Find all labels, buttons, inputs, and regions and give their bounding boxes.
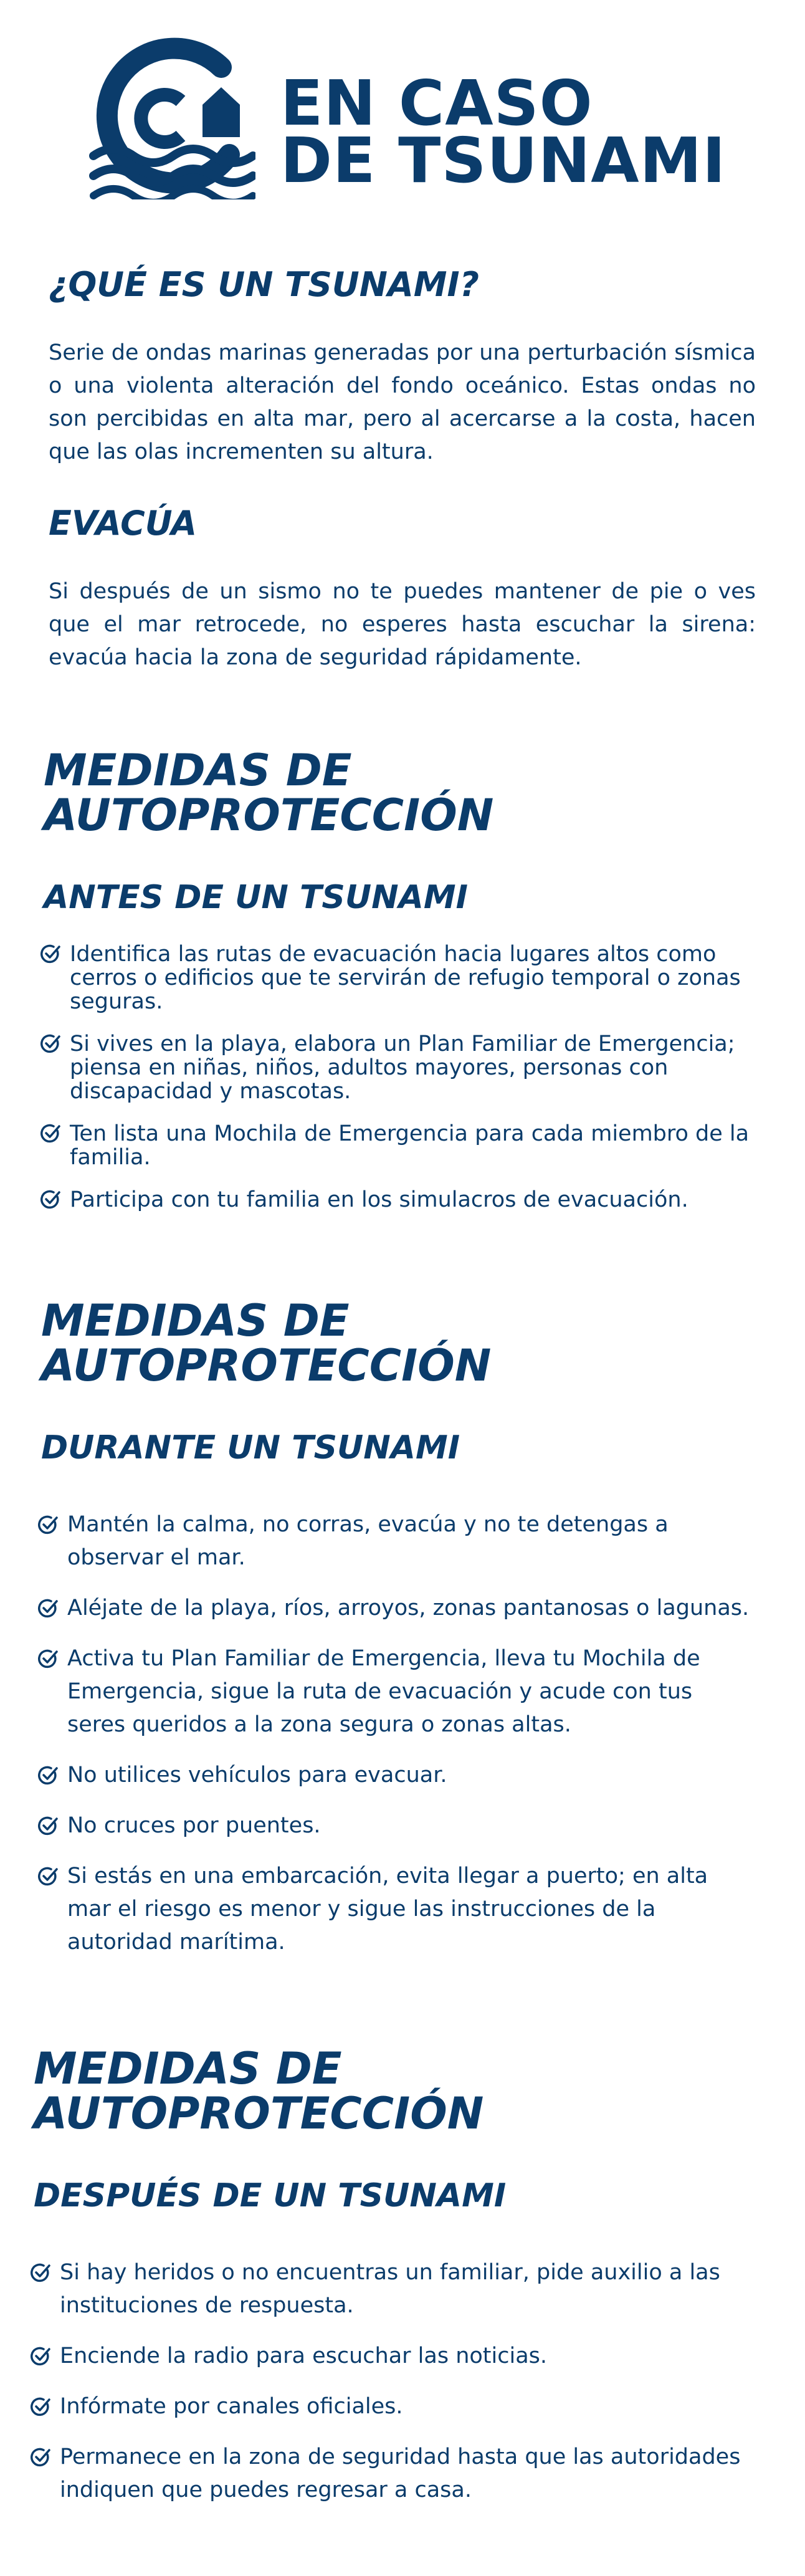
list-item: Mantén la calma, no corras, evacúa y no te detengas a observar el mar. [37, 1508, 754, 1574]
despues-title-line1: MEDIDAS DE [34, 2043, 342, 2094]
check-circle-icon [40, 1123, 61, 1144]
check-circle-icon [37, 1866, 59, 1887]
check-circle-icon [40, 1033, 61, 1055]
list-item: Participa con tu familia en los simulacros de evacuación. [40, 1188, 763, 1212]
evacua-text: Si después de un sismo no te puedes mantener de pie o ves que el mar retrocede, no esperes hasta escuchar la sirena: evacúa hacia la zona de seguridad rápidamente. [49, 579, 756, 670]
header [87, 31, 735, 206]
antes-title [44, 745, 494, 841]
list-item: No utilices vehículos para evacuar. [37, 1759, 754, 1792]
check-circle-icon [30, 2447, 51, 2468]
antes-title-line1: MEDIDAS DE [44, 745, 352, 796]
check-circle-icon [40, 944, 61, 965]
antes-title-line2: AUTOPROTECCIÓN [44, 790, 494, 841]
check-circle-icon [30, 2346, 51, 2367]
despues-title [34, 2043, 484, 2139]
main-title-line1: EN CASO [280, 67, 593, 140]
check-circle-icon [37, 1765, 59, 1786]
check-circle-icon [37, 1598, 59, 1619]
main-title-line2: DE TSUNAMI [280, 124, 726, 197]
antes-list [40, 942, 763, 1230]
list-item: Si estás en una embarcación, evita llegar a puerto; en alta mar el riesgo es menor y sigue las instrucciones de la autoridad marítima. [37, 1860, 754, 1959]
list-item: Identifica las rutas de evacuación hacia lugares altos como cerros o edificios que te servirán de refugio temporal o zonas seguras. [40, 942, 763, 1013]
check-circle-icon [30, 2262, 51, 2284]
durante-list [37, 1508, 754, 1976]
despues-title-line2: AUTOPROTECCIÓN [34, 2088, 484, 2139]
antes-subtitle: ANTES DE UN TSUNAMI [44, 879, 468, 916]
list-item: Permanece en la zona de seguridad hasta que las autoridades indiquen que puedes regresar a casa. [30, 2441, 753, 2507]
despues-subtitle: DESPUÉS DE UN TSUNAMI [34, 2177, 507, 2214]
list-item: Aléjate de la playa, ríos, arroyos, zonas pantanosas o lagunas. [37, 1592, 754, 1625]
list-item: Si vives en la playa, elabora un Plan Familiar de Emergencia; piensa en niñas, niños, adultos mayores, personas con discapacidad y mascotas. [40, 1032, 763, 1103]
durante-title-line1: MEDIDAS DE [41, 1295, 350, 1346]
list-item: Ten lista una Mochila de Emergencia para cada miembro de la familia. [40, 1122, 763, 1169]
evacua-heading: EVACÚA [49, 504, 197, 543]
list-item: Enciende la radio para escuchar las noticias. [30, 2340, 753, 2373]
check-circle-icon [40, 1189, 61, 1210]
list-item: No cruces por puentes. [37, 1809, 754, 1842]
question-heading: ¿QUÉ ES UN TSUNAMI? [49, 265, 479, 304]
check-circle-icon [30, 2396, 51, 2418]
question-text: Serie de ondas marinas generadas por una perturbación sísmica o una violenta alteración del fondo oceánico. Estas ondas no son percibidas en alta mar, pero al acercarse a la costa, hacen que las olas incrementen su altura. [49, 340, 756, 464]
check-circle-icon [37, 1816, 59, 1837]
durante-title [41, 1295, 492, 1391]
list-item: Infórmate por canales oficiales. [30, 2390, 753, 2423]
list-item: Si hay heridos o no encuentras un familiar, pide auxilio a las instituciones de respuesta. [30, 2256, 753, 2322]
tsunami-logo-icon [87, 31, 255, 199]
check-circle-icon [37, 1649, 59, 1670]
despues-list [30, 2256, 753, 2524]
main-title [280, 67, 726, 197]
list-item: Activa tu Plan Familiar de Emergencia, lleva tu Mochila de Emergencia, sigue la ruta de evacuación y acude con tus seres queridos a la zona segura o zonas altas. [37, 1642, 754, 1741]
durante-subtitle: DURANTE UN TSUNAMI [41, 1429, 460, 1467]
durante-title-line2: AUTOPROTECCIÓN [41, 1340, 492, 1391]
check-circle-icon [37, 1515, 59, 1536]
